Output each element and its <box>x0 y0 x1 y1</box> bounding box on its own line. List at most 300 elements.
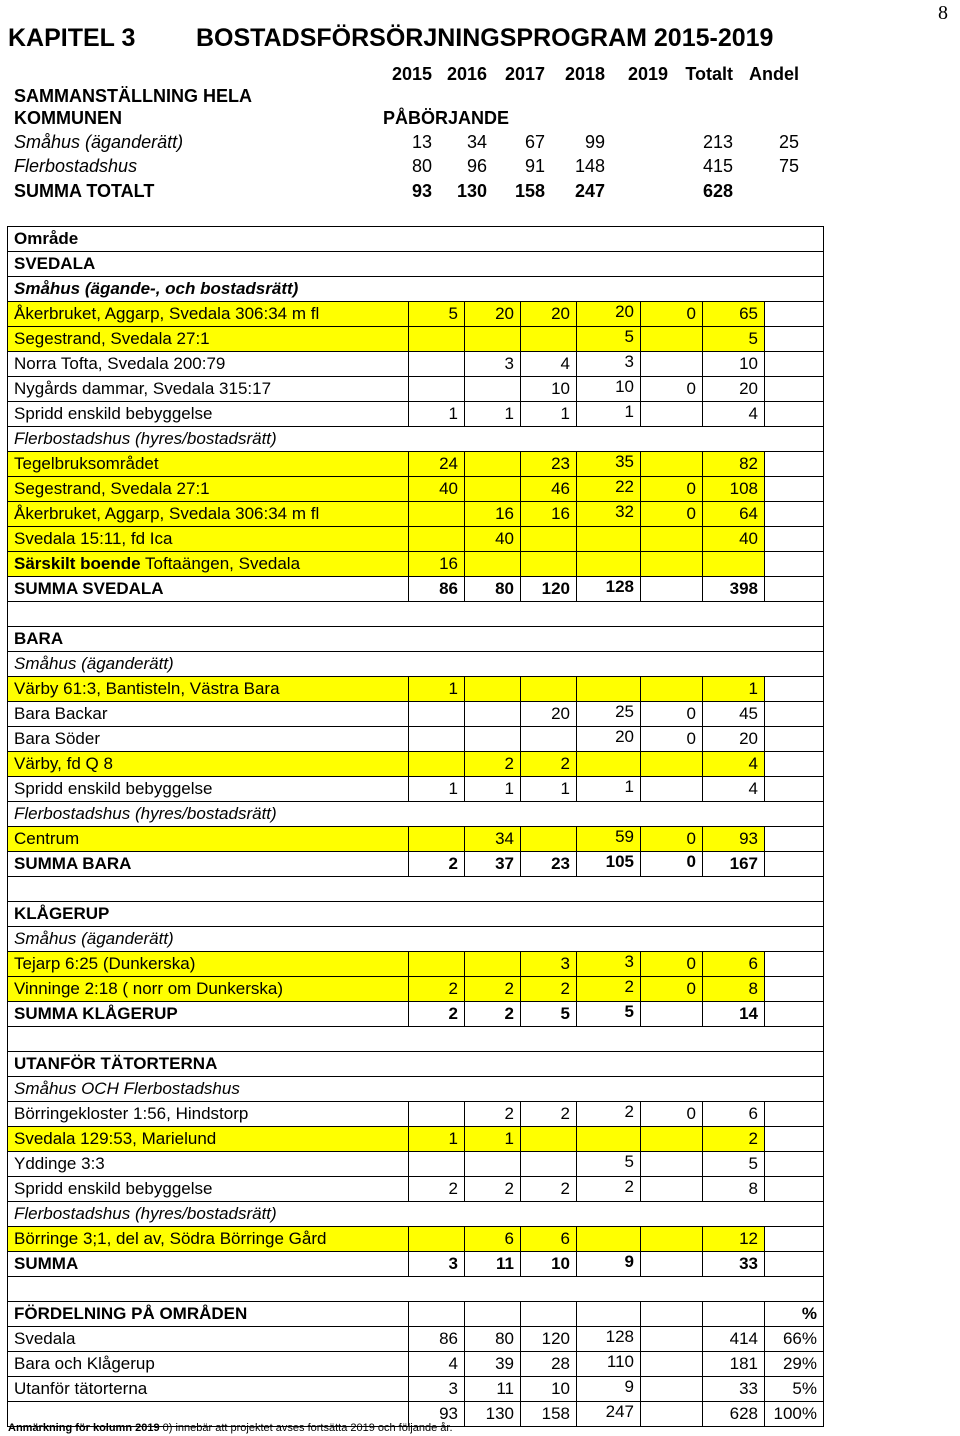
value-cell: 2 <box>465 1177 521 1202</box>
value-cell: 14 <box>703 1002 765 1027</box>
value-cell: 4 <box>703 777 765 802</box>
row-label: Värby 61:3, Bantisteln, Västra Bara <box>8 677 409 702</box>
value-cell: 0 <box>641 1102 703 1127</box>
area-table <box>7 226 823 1427</box>
table-row <box>8 527 824 552</box>
value-cell <box>765 552 824 577</box>
value-cell <box>465 727 521 752</box>
value-cell: 5 <box>703 327 765 352</box>
row-label: Börringe 3;1, del av, Södra Börringe Gård <box>8 1227 409 1252</box>
value-cell: 5 <box>577 1002 641 1027</box>
value-cell <box>765 777 824 802</box>
table-row <box>8 1102 824 1127</box>
value-cell: 16 <box>409 552 465 577</box>
value-cell: 128 <box>577 1327 641 1352</box>
value-cell: 5 <box>521 1002 577 1027</box>
value-cell: 8 <box>703 977 765 1002</box>
value-cell <box>641 1327 703 1352</box>
value-cell <box>641 1302 703 1327</box>
value-cell <box>521 1152 577 1177</box>
summary-row <box>0 130 960 154</box>
value-cell: 2 <box>521 1102 577 1127</box>
value-cell: 1 <box>465 402 521 427</box>
row-label: Flerbostadshus (hyres/bostadsrätt) <box>8 802 824 827</box>
row-label: Bara Backar <box>8 702 409 727</box>
page-number: 8 <box>938 2 948 24</box>
value-cell <box>641 1402 703 1427</box>
value-cell: 66% <box>765 1327 824 1352</box>
summary-cell: 415 <box>702 156 733 176</box>
value-cell: 0 <box>641 502 703 527</box>
value-cell: 3 <box>409 1377 465 1402</box>
table-row <box>8 377 824 402</box>
value-cell: 108 <box>703 477 765 502</box>
table-row <box>8 852 824 877</box>
value-cell <box>641 452 703 477</box>
value-cell <box>765 577 824 602</box>
footnote-label: Anmärkning för kolumn 2019 <box>8 1422 160 1434</box>
summary-cell: 158 <box>514 181 545 201</box>
value-cell: 130 <box>465 1402 521 1427</box>
value-cell <box>641 352 703 377</box>
value-cell: 10 <box>521 1252 577 1277</box>
table-row <box>8 777 824 802</box>
value-cell: 4 <box>703 402 765 427</box>
value-cell: 120 <box>521 1327 577 1352</box>
row-label: Svedala <box>8 1327 409 1352</box>
value-cell: 20 <box>577 302 641 327</box>
value-cell: 2 <box>409 852 465 877</box>
row-label: Svedala 15:11, fd Ica <box>8 527 409 552</box>
summary-row-label: Flerbostadshus <box>14 156 138 176</box>
table-row <box>8 1252 824 1277</box>
value-cell: 20 <box>577 727 641 752</box>
summary-title-2 <box>0 106 960 130</box>
value-cell <box>641 402 703 427</box>
value-cell <box>765 852 824 877</box>
table-row <box>8 977 824 1002</box>
value-cell <box>765 302 824 327</box>
value-cell <box>577 1127 641 1152</box>
value-cell <box>765 1002 824 1027</box>
table-row <box>8 1152 824 1177</box>
row-label: Segestrand, Svedala 27:1 <box>8 327 409 352</box>
table-row <box>8 302 824 327</box>
year-header: 2017 <box>504 64 545 84</box>
value-cell: 1 <box>465 1127 521 1152</box>
value-cell <box>641 1127 703 1152</box>
value-cell: 1 <box>521 777 577 802</box>
value-cell <box>577 1302 641 1327</box>
row-label: Spridd enskild bebyggelse <box>8 777 409 802</box>
summary-cell: 91 <box>524 156 545 176</box>
value-cell: 16 <box>521 502 577 527</box>
value-cell <box>703 1302 765 1327</box>
value-cell: 0 <box>641 702 703 727</box>
value-cell: 20 <box>703 377 765 402</box>
table-row <box>8 677 824 702</box>
row-label: Småhus (äganderätt) <box>8 652 824 677</box>
value-cell: 20 <box>703 727 765 752</box>
value-cell: 1 <box>577 777 641 802</box>
value-cell: 6 <box>703 1102 765 1127</box>
value-cell <box>765 727 824 752</box>
value-cell <box>409 502 465 527</box>
value-cell <box>409 702 465 727</box>
value-cell: 3 <box>577 952 641 977</box>
value-cell <box>465 377 521 402</box>
summary-year-header <box>0 62 960 86</box>
value-cell <box>641 327 703 352</box>
value-cell: 6 <box>521 1227 577 1252</box>
value-cell: 11 <box>465 1252 521 1277</box>
value-cell: 0 <box>641 827 703 852</box>
value-cell: 32 <box>577 502 641 527</box>
value-cell: 0 <box>641 952 703 977</box>
summary-cell: 75 <box>778 156 799 176</box>
spacer-row <box>8 877 824 902</box>
value-cell <box>521 827 577 852</box>
row-label: FÖRDELNING PÅ OMRÅDEN <box>8 1302 409 1327</box>
table-row <box>8 577 824 602</box>
value-cell: 1 <box>577 402 641 427</box>
value-cell: 2 <box>409 977 465 1002</box>
section-heading-row <box>8 652 824 677</box>
row-label: Tegelbruksområdet <box>8 452 409 477</box>
value-cell: 39 <box>465 1352 521 1377</box>
value-cell: 37 <box>465 852 521 877</box>
value-cell: 9 <box>577 1252 641 1277</box>
value-cell: 80 <box>465 1327 521 1352</box>
value-cell: 1 <box>409 402 465 427</box>
value-cell: 29% <box>765 1352 824 1377</box>
row-label: Särskilt boende Toftaängen, Svedala <box>8 552 409 577</box>
row-label: Börringekloster 1:56, Hindstorp <box>8 1102 409 1127</box>
row-label: UTANFÖR TÄTORTERNA <box>8 1052 824 1077</box>
value-cell: 86 <box>409 577 465 602</box>
value-cell: 10 <box>521 1377 577 1402</box>
value-cell <box>765 452 824 477</box>
section-heading-row <box>8 252 824 277</box>
summary-row <box>0 154 960 178</box>
table-row <box>8 1002 824 1027</box>
value-cell: 2 <box>577 1177 641 1202</box>
value-cell <box>409 527 465 552</box>
value-cell: 2 <box>465 1102 521 1127</box>
value-cell <box>521 677 577 702</box>
summary-cell: 130 <box>456 181 487 201</box>
table-row <box>8 952 824 977</box>
section-heading-row <box>8 1052 824 1077</box>
value-cell <box>577 677 641 702</box>
chapter-title: BOSTADSFÖRSÖRJNINGSPROGRAM 2015-2019 <box>196 24 774 52</box>
value-cell <box>465 552 521 577</box>
value-cell <box>409 827 465 852</box>
row-label: Yddinge 3:3 <box>8 1152 409 1177</box>
table-row <box>8 1177 824 1202</box>
value-cell <box>641 1377 703 1402</box>
value-cell <box>409 1227 465 1252</box>
value-cell <box>521 1302 577 1327</box>
value-cell: 1 <box>409 1127 465 1152</box>
value-cell: 93 <box>409 1402 465 1427</box>
table-row <box>8 552 824 577</box>
value-cell <box>409 1302 465 1327</box>
value-cell <box>409 752 465 777</box>
row-label: Utanför tätorterna <box>8 1377 409 1402</box>
value-cell: 34 <box>465 827 521 852</box>
year-header: 2016 <box>446 64 487 84</box>
summary-title <box>0 84 960 108</box>
value-cell: 65 <box>703 302 765 327</box>
row-label: Centrum <box>8 827 409 852</box>
row-label: Spridd enskild bebyggelse <box>8 1177 409 1202</box>
value-cell <box>765 827 824 852</box>
value-cell <box>765 752 824 777</box>
value-cell: 40 <box>465 527 521 552</box>
section-heading-row <box>8 1202 824 1227</box>
value-cell: 6 <box>703 952 765 977</box>
value-cell: 16 <box>465 502 521 527</box>
value-cell: 128 <box>577 577 641 602</box>
value-cell: 24 <box>409 452 465 477</box>
summary-cell: 148 <box>574 156 605 176</box>
value-cell: 0 <box>641 852 703 877</box>
value-cell: 2 <box>577 1102 641 1127</box>
value-cell <box>765 327 824 352</box>
value-cell: 2 <box>703 1127 765 1152</box>
chapter-label: KAPITEL 3 <box>8 24 136 52</box>
value-cell: 5 <box>577 1152 641 1177</box>
value-cell: 11 <box>465 1377 521 1402</box>
value-cell <box>521 552 577 577</box>
summary-cell: 67 <box>524 132 545 152</box>
value-cell: 12 <box>703 1227 765 1252</box>
value-cell: 181 <box>703 1352 765 1377</box>
summary-cell: 25 <box>778 132 799 152</box>
value-cell: 20 <box>521 302 577 327</box>
value-cell: 5 <box>703 1152 765 1177</box>
value-cell: 20 <box>521 702 577 727</box>
spacer-cell <box>8 1277 824 1302</box>
value-cell: 82 <box>703 452 765 477</box>
table-row <box>8 1227 824 1252</box>
footnote <box>8 1422 453 1434</box>
section-heading-row <box>8 627 824 652</box>
value-cell: 40 <box>703 527 765 552</box>
value-cell: 5 <box>577 327 641 352</box>
value-cell: 1 <box>465 777 521 802</box>
row-label: Vinninge 2:18 ( norr om Dunkerska) <box>8 977 409 1002</box>
value-cell: 8 <box>703 1177 765 1202</box>
table-row <box>8 1352 824 1377</box>
value-cell <box>765 977 824 1002</box>
value-cell: 5 <box>409 302 465 327</box>
value-cell: 46 <box>521 477 577 502</box>
value-cell: 2 <box>577 977 641 1002</box>
row-label: KLÅGERUP <box>8 902 824 927</box>
value-cell <box>465 452 521 477</box>
value-cell: 23 <box>521 852 577 877</box>
value-cell: 22 <box>577 477 641 502</box>
row-label: Småhus (äganderätt) <box>8 927 824 952</box>
summary-title-line: SAMMANSTÄLLNING HELA <box>14 86 252 106</box>
value-cell: 1 <box>409 677 465 702</box>
section-heading-row <box>8 227 824 252</box>
row-label: Småhus OCH Flerbostadshus <box>8 1077 824 1102</box>
year-header: 2019 <box>627 64 668 84</box>
year-header: Totalt <box>685 64 733 84</box>
value-cell <box>641 677 703 702</box>
value-cell <box>765 677 824 702</box>
summary-cell: 213 <box>702 132 733 152</box>
row-label: Åkerbruket, Aggarp, Svedala 306:34 m fl <box>8 302 409 327</box>
year-header: 2015 <box>391 64 432 84</box>
value-cell <box>765 402 824 427</box>
value-cell <box>641 777 703 802</box>
value-cell: 105 <box>577 852 641 877</box>
value-cell <box>641 1227 703 1252</box>
value-cell <box>641 1177 703 1202</box>
summary-cell: 99 <box>584 132 605 152</box>
value-cell: 5% <box>765 1377 824 1402</box>
value-cell <box>521 527 577 552</box>
value-cell <box>641 1252 703 1277</box>
spacer-row <box>8 602 824 627</box>
row-label: Åkerbruket, Aggarp, Svedala 306:34 m fl <box>8 502 409 527</box>
value-cell: 4 <box>521 352 577 377</box>
value-cell <box>641 552 703 577</box>
value-cell: 93 <box>703 827 765 852</box>
value-cell: 0 <box>641 377 703 402</box>
table-row <box>8 402 824 427</box>
value-cell: 100% <box>765 1402 824 1427</box>
value-cell <box>409 327 465 352</box>
value-cell <box>765 1252 824 1277</box>
value-cell <box>641 1002 703 1027</box>
table-row <box>8 1127 824 1152</box>
value-cell: 64 <box>703 502 765 527</box>
value-cell: 3 <box>465 352 521 377</box>
value-cell <box>703 552 765 577</box>
row-label: SUMMA BARA <box>8 852 409 877</box>
value-cell <box>521 327 577 352</box>
row-label: BARA <box>8 627 824 652</box>
row-label: SVEDALA <box>8 252 824 277</box>
value-cell <box>765 502 824 527</box>
value-cell <box>465 327 521 352</box>
row-label: Flerbostadshus (hyres/bostadsrätt) <box>8 427 824 452</box>
row-label: Svedala 129:53, Marielund <box>8 1127 409 1152</box>
row-label: Norra Tofta, Svedala 200:79 <box>8 352 409 377</box>
spacer-row <box>8 1277 824 1302</box>
value-cell: 0 <box>641 727 703 752</box>
value-cell: 398 <box>703 577 765 602</box>
value-cell: 110 <box>577 1352 641 1377</box>
value-cell <box>641 527 703 552</box>
value-cell: 10 <box>703 352 765 377</box>
row-label: Flerbostadshus (hyres/bostadsrätt) <box>8 1202 824 1227</box>
table-row <box>8 452 824 477</box>
value-cell: 414 <box>703 1327 765 1352</box>
value-cell: 0 <box>641 477 703 502</box>
value-cell <box>641 1152 703 1177</box>
section-heading-row <box>8 802 824 827</box>
spacer-cell <box>8 877 824 902</box>
year-header: Andel <box>748 64 799 84</box>
started-label: PÅBÖRJANDE <box>383 108 510 128</box>
value-cell <box>765 1177 824 1202</box>
value-cell <box>641 752 703 777</box>
section-heading-row <box>8 927 824 952</box>
value-cell <box>465 952 521 977</box>
value-cell <box>577 1227 641 1252</box>
value-cell: 1 <box>409 777 465 802</box>
value-cell: 0 <box>641 302 703 327</box>
value-cell <box>765 1127 824 1152</box>
value-cell <box>765 352 824 377</box>
value-cell: 59 <box>577 827 641 852</box>
value-cell: 2 <box>465 977 521 1002</box>
value-cell: 86 <box>409 1327 465 1352</box>
value-cell <box>577 527 641 552</box>
row-label: Småhus (ägande-, och bostadsrätt) <box>8 277 824 302</box>
value-cell <box>765 1152 824 1177</box>
summary-cell: 628 <box>702 181 733 201</box>
value-cell: 1 <box>703 677 765 702</box>
year-header: 2018 <box>564 64 605 84</box>
summary-cell: 93 <box>411 181 432 201</box>
chapter-heading <box>8 24 774 53</box>
value-cell <box>409 727 465 752</box>
value-cell: 80 <box>465 577 521 602</box>
section-heading-row <box>8 277 824 302</box>
value-cell <box>465 677 521 702</box>
row-label: Tejarp 6:25 (Dunkerska) <box>8 952 409 977</box>
row-label: SUMMA KLÅGERUP <box>8 1002 409 1027</box>
value-cell <box>765 1227 824 1252</box>
table-row <box>8 502 824 527</box>
summary-cell: 34 <box>466 132 487 152</box>
section-heading-row <box>8 902 824 927</box>
value-cell <box>465 477 521 502</box>
row-label: Spridd enskild bebyggelse <box>8 402 409 427</box>
value-cell: 2 <box>521 752 577 777</box>
value-cell <box>521 727 577 752</box>
value-cell: 25 <box>577 702 641 727</box>
summary-cell: 80 <box>411 156 432 176</box>
value-cell: 40 <box>409 477 465 502</box>
value-cell <box>409 352 465 377</box>
table-row <box>8 327 824 352</box>
summary-row-label: SUMMA TOTALT <box>14 181 155 201</box>
summary-cell: 247 <box>574 181 605 201</box>
section-heading-row <box>8 1077 824 1102</box>
value-cell: 10 <box>577 377 641 402</box>
row-label: Värby, fd Q 8 <box>8 752 409 777</box>
value-cell: 3 <box>577 352 641 377</box>
value-cell <box>465 702 521 727</box>
spacer-row <box>8 1027 824 1052</box>
value-cell <box>765 377 824 402</box>
footnote-text: 0) innebär att projektet avses fortsätta 2019 och följande år. <box>162 1422 453 1434</box>
row-label: Nygårds dammar, Svedala 315:17 <box>8 377 409 402</box>
value-cell: 20 <box>465 302 521 327</box>
table-row <box>8 477 824 502</box>
value-cell: 10 <box>521 377 577 402</box>
section-heading-row <box>8 427 824 452</box>
value-cell <box>641 1352 703 1377</box>
